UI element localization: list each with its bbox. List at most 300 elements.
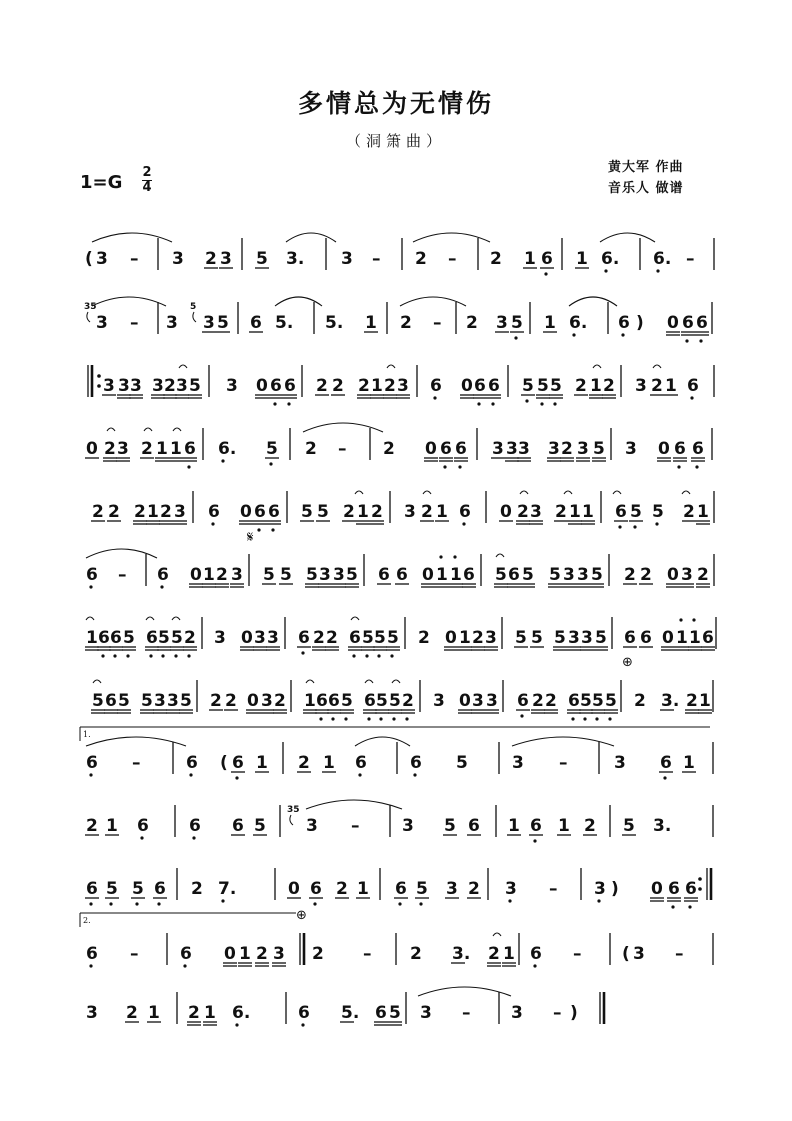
note: 5 [306, 565, 318, 585]
note: 3 [154, 691, 166, 711]
note: 2 [517, 502, 529, 522]
note: 2 [298, 753, 310, 773]
note: 2 [92, 502, 104, 522]
low-octave-dot [160, 585, 163, 588]
note: 1 [436, 565, 448, 585]
fermata-arc [93, 680, 101, 683]
note: 2 [134, 502, 146, 522]
note: 5 [266, 439, 278, 459]
low-octave-dot [458, 465, 461, 468]
note: 5 [389, 691, 401, 711]
fermata-arc [387, 365, 395, 368]
note: 2 [216, 565, 228, 585]
note: 6 [615, 502, 627, 522]
note: 5 [623, 816, 635, 836]
low-octave-dot [149, 654, 152, 657]
note: 0 [288, 879, 300, 899]
note: 3 [118, 376, 130, 396]
low-octave-dot [358, 773, 361, 776]
note: 5 [341, 691, 353, 711]
low-octave-dot [699, 339, 702, 342]
note: 6 [668, 879, 680, 899]
note: 2 [634, 691, 646, 711]
fermata-arc [179, 365, 187, 368]
note: 3 [214, 628, 226, 648]
note: 6 [618, 313, 630, 333]
note: 0 [651, 879, 663, 899]
low-octave-dot [520, 714, 523, 717]
low-octave-dot [491, 402, 494, 405]
note: 6. [653, 249, 672, 269]
low-octave-dot [235, 1023, 238, 1026]
note: 6 [692, 439, 704, 459]
note: 2 [468, 879, 480, 899]
note: 5 [254, 816, 266, 836]
note: 1 [459, 628, 471, 648]
note: 1 [148, 1003, 160, 1023]
note: 3 [220, 249, 232, 269]
tie-arc [303, 423, 383, 432]
grace-note: 35 [287, 805, 300, 815]
note: 0 [422, 565, 434, 585]
note: 3 [176, 376, 188, 396]
note: 6 [310, 879, 322, 899]
composer-credit: 黄大军 作曲 [608, 160, 684, 175]
tie-arc [569, 297, 617, 306]
note: 0 [224, 944, 236, 964]
repeat-dot [97, 374, 101, 378]
note: 2 [383, 439, 395, 459]
low-octave-dot [157, 902, 160, 905]
low-octave-dot [508, 899, 511, 902]
note: 2 [555, 502, 567, 522]
fermata-arc [496, 554, 504, 557]
note: 6 [530, 944, 542, 964]
low-octave-dot [553, 402, 556, 405]
note: 2 [326, 628, 338, 648]
note: 6 [488, 376, 500, 396]
note: 6 [146, 628, 158, 648]
grace-slur [290, 815, 293, 825]
low-octave-dot [572, 333, 575, 336]
note: 5 [217, 313, 229, 333]
note: 0 [240, 502, 252, 522]
note: 3 [166, 313, 178, 333]
note: 5 [456, 753, 468, 773]
low-octave-dot [211, 522, 214, 525]
note: 5 [591, 565, 603, 585]
note: 2 [400, 313, 412, 333]
low-octave-dot [161, 654, 164, 657]
segno-sign: 𝄋 [247, 528, 254, 546]
note: 0 [459, 691, 471, 711]
note: 1 [365, 313, 377, 333]
note: 6 [254, 502, 266, 522]
note: 3 [402, 816, 414, 836]
note: 6 [349, 628, 361, 648]
note: 6 [682, 313, 694, 333]
fermata-arc [653, 365, 661, 368]
note: 3 [633, 944, 645, 964]
note: 6 [395, 879, 407, 899]
note: 2 [312, 944, 324, 964]
note: 3 [568, 628, 580, 648]
low-octave-dot [618, 525, 621, 528]
tie-arc [92, 297, 166, 306]
note: 2 [697, 565, 709, 585]
low-octave-dot [583, 717, 586, 720]
note: 3 [397, 376, 409, 396]
tie-arc [275, 297, 322, 306]
fermata-arc [365, 680, 373, 683]
note: 5 [141, 691, 153, 711]
note: 6 [105, 691, 117, 711]
fermata-arc [613, 491, 621, 494]
note: 2 [164, 376, 176, 396]
note: 3 [96, 313, 108, 333]
note: 1 [697, 502, 709, 522]
note: – [132, 753, 141, 773]
note: 6 [298, 1003, 310, 1023]
low-octave-dot [597, 899, 600, 902]
note: 6 [86, 753, 98, 773]
note: 6 [685, 879, 697, 899]
low-octave-dot [405, 717, 408, 720]
fermata-arc [173, 428, 181, 431]
note: 6 [328, 691, 340, 711]
note: 6 [459, 502, 471, 522]
low-octave-dot [101, 654, 104, 657]
note: 1 [590, 376, 602, 396]
note: 3 [306, 816, 318, 836]
note: 6 [232, 753, 244, 773]
note: ) [570, 1003, 578, 1023]
low-octave-dot [595, 717, 598, 720]
note: 0 [667, 565, 679, 585]
high-octave-dot [692, 618, 695, 621]
fermata-arc [520, 491, 528, 494]
note: 2 [205, 249, 217, 269]
note: 6 [98, 628, 110, 648]
low-octave-dot [413, 773, 416, 776]
note: 3 [548, 439, 560, 459]
note: 2 [686, 691, 698, 711]
note: 2 [488, 944, 500, 964]
low-octave-dot [126, 654, 129, 657]
note: 1 [508, 816, 520, 836]
note: 5 [189, 376, 201, 396]
note: 3 [433, 691, 445, 711]
low-octave-dot [688, 905, 691, 908]
note: 0 [256, 376, 268, 396]
note: – [573, 944, 582, 964]
note: 3 [333, 565, 345, 585]
note: 1 [683, 753, 695, 773]
note: 3 [420, 1003, 432, 1023]
note: 2 [371, 502, 383, 522]
low-octave-dot [656, 269, 659, 272]
note: 6 [189, 816, 201, 836]
note: 2 [108, 502, 120, 522]
low-octave-dot [377, 654, 380, 657]
note: 5 [106, 879, 118, 899]
low-octave-dot [174, 654, 177, 657]
low-octave-dot [113, 654, 116, 657]
note: ( [220, 753, 228, 773]
note: 6 [270, 376, 282, 396]
note: 2 [466, 313, 478, 333]
note: 6 [180, 944, 192, 964]
note: 5. [325, 313, 344, 333]
low-octave-dot [379, 717, 382, 720]
note: 2 [410, 944, 422, 964]
note: 3 [512, 753, 524, 773]
note: 5. [275, 313, 294, 333]
coda-sign: ⊕ [622, 655, 633, 670]
low-octave-dot [135, 902, 138, 905]
note: 0 [658, 439, 670, 459]
note: 2 [384, 376, 396, 396]
low-octave-dot [608, 717, 611, 720]
note: 2 [358, 376, 370, 396]
note: 6 [378, 565, 390, 585]
note: – [130, 249, 139, 269]
note: 5 [444, 816, 456, 836]
fermata-arc [392, 680, 400, 683]
note: 2 [316, 376, 328, 396]
note: 3 [167, 691, 179, 711]
low-octave-dot [187, 465, 190, 468]
note: 5 [515, 628, 527, 648]
note: 6 [508, 565, 520, 585]
low-octave-dot [221, 899, 224, 902]
high-octave-dot [439, 555, 442, 558]
grace-slur [87, 312, 90, 322]
low-octave-dot [477, 402, 480, 405]
note: 6 [660, 753, 672, 773]
note: 6 [687, 376, 699, 396]
note: 3 [581, 628, 593, 648]
low-octave-dot [392, 717, 395, 720]
note: – [351, 816, 360, 836]
low-octave-dot [192, 836, 195, 839]
note: 3 [614, 753, 626, 773]
note: 5 [549, 565, 561, 585]
volta-label: 2. [83, 916, 91, 925]
low-octave-dot [604, 269, 607, 272]
note: 5 [346, 565, 358, 585]
note: 6. [601, 249, 620, 269]
note: 3 [485, 628, 497, 648]
note: 6 [250, 313, 262, 333]
note: 6 [568, 691, 580, 711]
note: 2 [160, 502, 172, 522]
note: 6 [702, 628, 714, 648]
note: 5 [531, 628, 543, 648]
note: 2 [86, 816, 98, 836]
note: 3 [518, 439, 530, 459]
low-octave-dot [633, 525, 636, 528]
note: 6 [474, 376, 486, 396]
note: 2 [343, 502, 355, 522]
note: 1 [699, 691, 711, 711]
tie-arc [286, 233, 336, 242]
note: 6 [86, 879, 98, 899]
low-octave-dot [533, 839, 536, 842]
note: – [448, 249, 457, 269]
note: 3 [130, 376, 142, 396]
note: 6 [284, 376, 296, 396]
note: 6 [110, 628, 122, 648]
note: 6 [355, 753, 367, 773]
note: 1 [544, 313, 556, 333]
note: 5 [522, 376, 534, 396]
note: 5 [118, 691, 130, 711]
note: 0 [247, 691, 259, 711]
note: 1 [524, 249, 536, 269]
note: 5 [495, 565, 507, 585]
note: 5 [374, 628, 386, 648]
note: 6 [208, 502, 220, 522]
note: 6 [268, 502, 280, 522]
low-octave-dot [390, 654, 393, 657]
note: 5 [511, 313, 523, 333]
note: 5 [280, 565, 292, 585]
note: 3 [231, 565, 243, 585]
time-signature-top: 2 [142, 165, 152, 180]
note: 6 [455, 439, 467, 459]
note: 1 [558, 816, 570, 836]
time-signature-bottom: 4 [142, 180, 152, 195]
note: 2 [188, 1003, 200, 1023]
low-octave-dot [89, 964, 92, 967]
note: 6. [569, 313, 588, 333]
note: – [675, 944, 684, 964]
note: 3 [635, 376, 647, 396]
fermata-arc [682, 491, 690, 494]
fermata-arc [86, 617, 94, 620]
note: 5 [593, 439, 605, 459]
note: 5 [554, 628, 566, 648]
fermata-arc [593, 365, 601, 368]
note: 3 [86, 1003, 98, 1023]
note: 2 [603, 376, 615, 396]
low-octave-dot [540, 402, 543, 405]
note: 2 [640, 565, 652, 585]
note: 0 [667, 313, 679, 333]
note: 6 [517, 691, 529, 711]
note: 6 [232, 816, 244, 836]
note: 0 [190, 565, 202, 585]
note: – [118, 565, 127, 585]
note: 5 [256, 249, 268, 269]
grace-note: 35 [84, 302, 97, 312]
note: – [338, 439, 347, 459]
note: 3 [404, 502, 416, 522]
fermata-arc [306, 680, 314, 683]
note: 5 [171, 628, 183, 648]
fermata-arc [146, 617, 154, 620]
note: 1 [503, 944, 515, 964]
low-octave-dot [443, 465, 446, 468]
note: 6 [298, 628, 310, 648]
low-octave-dot [663, 776, 666, 779]
note: 6 [468, 816, 480, 836]
low-octave-dot [344, 717, 347, 720]
note: 2 [126, 1003, 138, 1023]
note: 2 [191, 879, 203, 899]
note: 3 [152, 376, 164, 396]
note: 5 [158, 628, 170, 648]
note: 2 [545, 691, 557, 711]
note: 1 [676, 628, 688, 648]
note: – [559, 753, 568, 773]
note: 3 [446, 879, 458, 899]
low-octave-dot [544, 272, 547, 275]
note: 2 [418, 628, 430, 648]
note: 6 [410, 753, 422, 773]
repeat-dot [698, 887, 702, 891]
note: 5 [605, 691, 617, 711]
note: 1 [86, 628, 98, 648]
note: ( [622, 944, 630, 964]
note: 2 [584, 816, 596, 836]
note: 5 [652, 502, 664, 522]
note: 5 [180, 691, 192, 711]
high-octave-dot [679, 618, 682, 621]
note: 5 [595, 628, 607, 648]
note: 5 [317, 502, 329, 522]
low-octave-dot [273, 402, 276, 405]
note: 5 [132, 879, 144, 899]
note: 3 [172, 249, 184, 269]
note: 1 [371, 376, 383, 396]
note: 6 [674, 439, 686, 459]
note: 7. [218, 879, 237, 899]
note: 6 [86, 944, 98, 964]
low-octave-dot [301, 1023, 304, 1026]
low-octave-dot [685, 339, 688, 342]
note: 5 [362, 628, 374, 648]
note: 3 [577, 565, 589, 585]
note: 2 [141, 439, 153, 459]
low-octave-dot [140, 836, 143, 839]
low-octave-dot [352, 654, 355, 657]
tie-arc [86, 737, 186, 746]
note: 6 [440, 439, 452, 459]
fermata-arc [144, 428, 152, 431]
note: 3 [273, 944, 285, 964]
note: 3 [174, 502, 186, 522]
note: 3 [341, 249, 353, 269]
note: 2 [305, 439, 317, 459]
note: 3 [203, 313, 215, 333]
transcriber-credit: 音乐人 做谱 [608, 181, 684, 196]
note: – [130, 313, 139, 333]
note: 6 [375, 1003, 387, 1023]
low-octave-dot [462, 522, 465, 525]
note: 3 [472, 691, 484, 711]
note: 3. [661, 691, 680, 711]
note: – [372, 249, 381, 269]
note: 2 [561, 439, 573, 459]
note: 1 [569, 502, 581, 522]
note: 6. [218, 439, 237, 459]
note: 3. [653, 816, 672, 836]
note: 3 [492, 439, 504, 459]
low-octave-dot [433, 396, 436, 399]
note: 6 [624, 628, 636, 648]
